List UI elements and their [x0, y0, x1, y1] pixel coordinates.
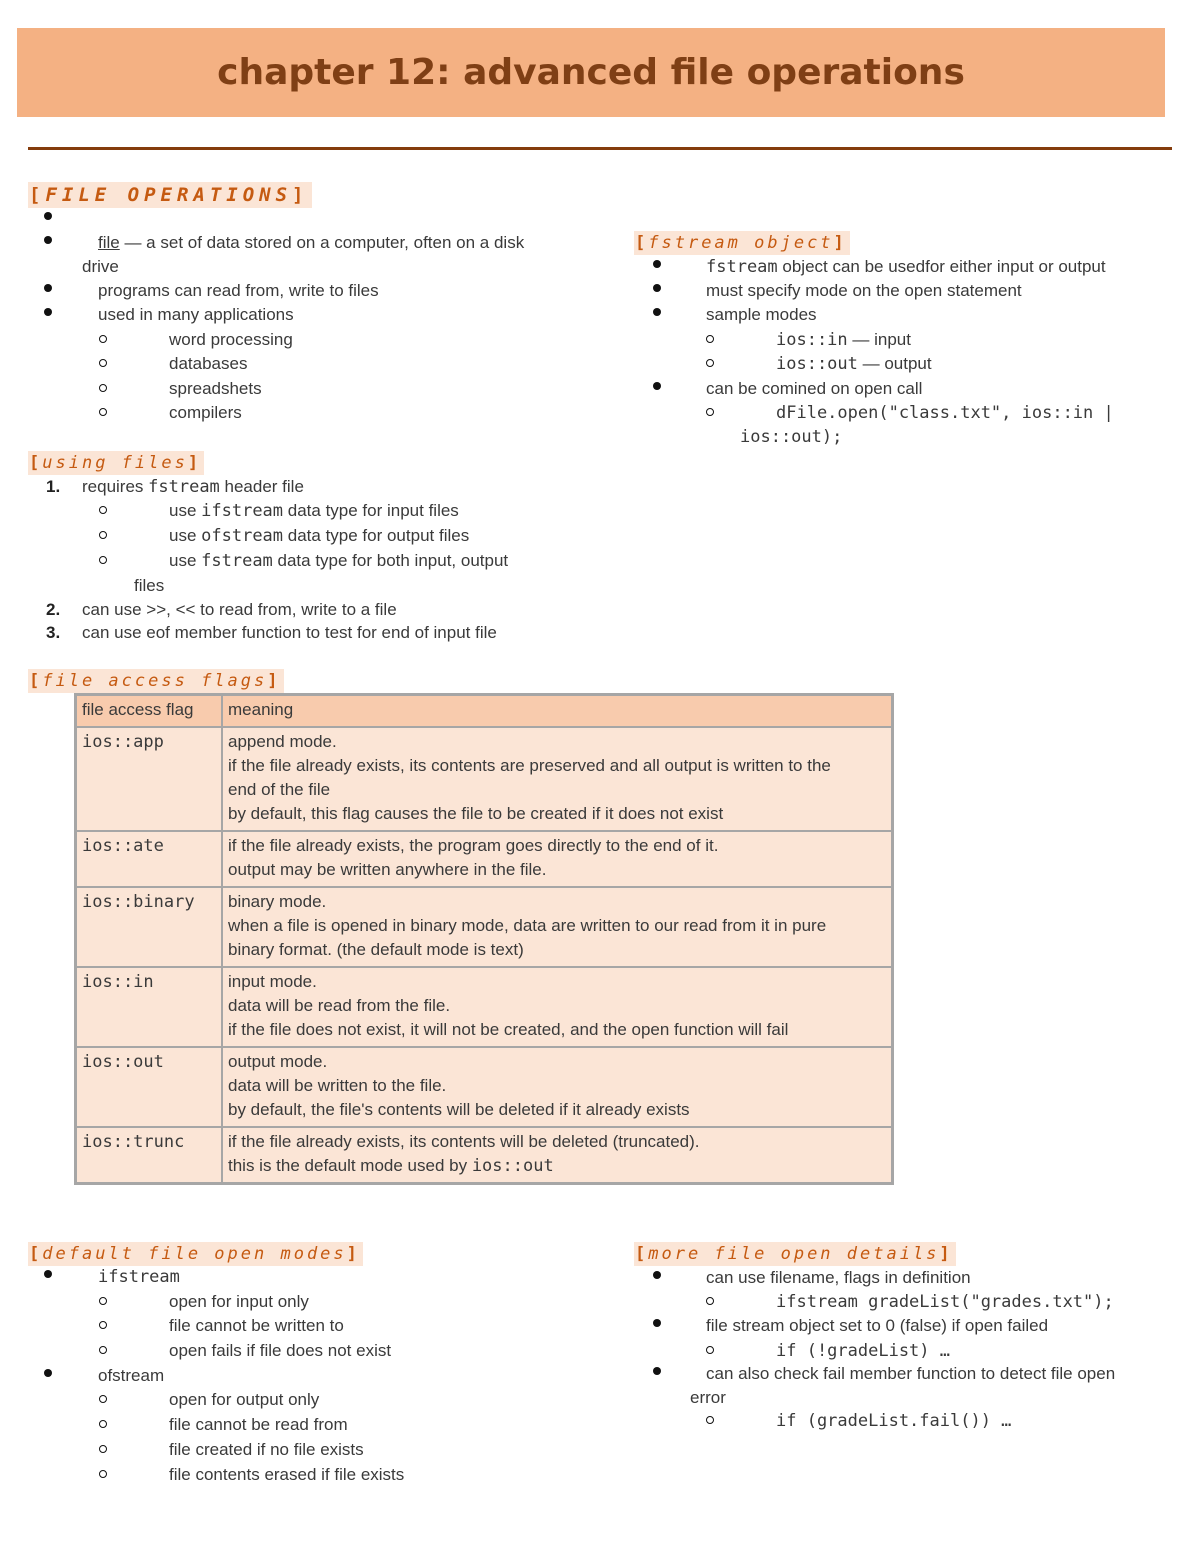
meaning-line: input mode.	[228, 972, 317, 991]
sub-bullet-icon	[99, 556, 107, 564]
sub-list-item: file contents erased if file exists	[169, 1465, 405, 1484]
table-row	[76, 887, 893, 967]
bullet-icon	[653, 260, 661, 268]
table-row	[76, 727, 893, 831]
list-item: can be comined on open call	[706, 379, 923, 398]
list-item-cont: error	[690, 1388, 726, 1407]
code-example: if (!gradeList) …	[776, 1341, 950, 1361]
meaning-line: data will be read from the file.	[228, 996, 451, 1015]
meaning-cell	[222, 831, 893, 887]
meaning-line: binary format. (the default mode is text)	[228, 940, 524, 959]
page-title: chapter 12: advanced file operations	[217, 52, 965, 93]
code-example-cont: ios::out);	[740, 427, 843, 447]
flag-cell: ios::binary	[76, 887, 223, 967]
flag-cell: ios::out	[76, 1047, 223, 1127]
column-header: meaning	[222, 695, 893, 728]
sub-bullet-icon	[99, 1346, 107, 1354]
sub-list-item: file cannot be read from	[169, 1415, 348, 1434]
sub-list-item	[169, 524, 469, 548]
item-text: use	[169, 551, 202, 570]
meaning-line: by default, the file's contents will be deleted if it already exists	[228, 1100, 690, 1119]
code-ios-out: ios::out	[776, 354, 858, 374]
section-heading-more-file-open-details: [more file open details]	[634, 1242, 956, 1266]
code-example: if (gradeList.fail()) …	[776, 1411, 1012, 1431]
sub-list-item: file cannot be written to	[169, 1316, 344, 1335]
file-definition	[98, 231, 524, 255]
section-heading-default-file-open-modes: [default file open modes]	[28, 1242, 363, 1266]
list-item: ofstream	[98, 1366, 165, 1385]
bullet-icon	[653, 382, 661, 390]
list-item: sample modes	[706, 305, 817, 324]
item-text: — input	[847, 330, 911, 349]
code-fstream: fstream	[706, 257, 778, 277]
bullet-icon	[653, 1367, 661, 1375]
item-text: use	[169, 501, 202, 520]
sub-bullet-icon	[99, 531, 107, 539]
sub-list-item: word processing	[169, 330, 293, 349]
meaning-line: by default, this flag causes the file to be created if it does not exist	[228, 804, 724, 823]
sub-bullet-icon	[706, 1416, 714, 1424]
meaning-line: if the file already exists, the program goes directly to the end of it.	[228, 836, 719, 855]
list-number: 1.	[46, 477, 61, 496]
list-item: programs can read from, write to files	[98, 281, 379, 300]
sub-bullet-icon	[706, 359, 714, 367]
sub-bullet-icon	[99, 506, 107, 514]
item-text: object can be usedfor either input or output	[777, 257, 1106, 276]
code-ios-out: ios::out	[471, 1156, 554, 1176]
list-item: file stream object set to 0 (false) if open failed	[706, 1316, 1049, 1335]
sub-bullet-icon	[99, 1470, 107, 1478]
sub-bullet-icon	[706, 408, 714, 416]
section-heading-using-files: [using files]	[28, 451, 204, 475]
sub-list-item: file created if no file exists	[169, 1440, 364, 1459]
list-item: can use filename, flags in definition	[706, 1268, 971, 1287]
sub-bullet-icon	[99, 335, 107, 343]
section-heading-fstream-object: [fstream object]	[634, 231, 850, 255]
sub-list-item: spreadshets	[169, 379, 262, 398]
meaning-text: this is the default mode used by	[228, 1156, 472, 1175]
meaning-line: end of the file	[228, 780, 331, 799]
sub-bullet-icon	[706, 1346, 714, 1354]
meaning-cell	[222, 1047, 893, 1127]
table-row	[76, 1127, 893, 1184]
list-item	[82, 475, 304, 499]
bullet-icon	[44, 1369, 52, 1377]
sub-list-item: databases	[169, 354, 248, 373]
meaning-line: if the file does not exist, it will not be created, and the open function will fail	[228, 1020, 789, 1039]
meaning-cell	[222, 1127, 893, 1184]
sub-bullet-icon	[706, 1297, 714, 1305]
section-heading-file-access-flags: [file access flags]	[28, 669, 284, 693]
meaning-line: if the file already exists, its contents will be deleted (truncated).	[228, 1132, 700, 1151]
sub-list-item	[169, 499, 459, 523]
flag-cell: ios::in	[76, 967, 223, 1047]
sub-list-item: compilers	[169, 403, 242, 422]
table-row	[76, 967, 893, 1047]
heading-text: using files	[42, 453, 188, 473]
file-access-flags-table	[74, 693, 894, 1185]
list-number: 3.	[46, 623, 61, 642]
list-item	[706, 255, 1106, 279]
list-number: 2.	[46, 600, 61, 619]
bullet-icon	[44, 284, 52, 292]
meaning-line: if the file already exists, its contents are preserved and all output is written to the	[228, 756, 831, 775]
table-header-row	[76, 695, 893, 728]
sub-bullet-icon	[99, 1420, 107, 1428]
table-row	[76, 831, 893, 887]
sub-bullet-icon	[99, 384, 107, 392]
item-text: data type for both input, output	[272, 551, 509, 570]
meaning-line: binary mode.	[228, 892, 327, 911]
sub-bullet-icon	[99, 408, 107, 416]
sub-bullet-icon	[99, 359, 107, 367]
sub-list-item-cont: files	[134, 576, 165, 595]
flag-cell: ios::trunc	[76, 1127, 223, 1184]
sub-bullet-icon	[99, 1321, 107, 1329]
item-text: header file	[219, 477, 304, 496]
heading-text: default file open modes	[42, 1244, 347, 1264]
meaning-line: when a file is opened in binary mode, data are written to our read from it in pure	[228, 916, 827, 935]
sub-bullet-icon	[99, 1395, 107, 1403]
code-fstream: fstream	[201, 551, 273, 571]
bullet-icon	[44, 1270, 52, 1278]
flag-cell: ios::ate	[76, 831, 223, 887]
title-divider	[28, 147, 1172, 150]
heading-text: more file open details	[648, 1244, 940, 1264]
sub-list-item: open for input only	[169, 1292, 309, 1311]
sub-list-item	[169, 549, 508, 573]
code-ifstream: ifstream	[201, 501, 284, 521]
sub-bullet-icon	[99, 1445, 107, 1453]
meaning-line: append mode.	[228, 732, 337, 751]
table-row	[76, 1047, 893, 1127]
sub-bullet-icon	[706, 335, 714, 343]
title-banner	[17, 28, 1165, 117]
definition-text: — a set of data stored on a computer, often on a disk	[119, 233, 525, 252]
code-fstream: fstream	[148, 477, 220, 497]
sub-list-item: open for output only	[169, 1390, 320, 1409]
bullet-icon	[44, 212, 52, 220]
item-text: — output	[857, 354, 932, 373]
sub-list-item: open fails if file does not exist	[169, 1341, 392, 1360]
sub-list-item	[776, 328, 911, 352]
code-example: ifstream gradeList("grades.txt");	[776, 1292, 1114, 1312]
list-item: ifstream	[98, 1267, 180, 1287]
bullet-icon	[653, 308, 661, 316]
meaning-line: data will be written to the file.	[228, 1076, 447, 1095]
list-item: can use >>, << to read from, write to a file	[82, 600, 397, 619]
item-text: requires	[82, 477, 149, 496]
bullet-icon	[653, 284, 661, 292]
heading-text: file access flags	[42, 671, 268, 691]
sub-list-item	[776, 352, 932, 376]
bullet-icon	[653, 1271, 661, 1279]
heading-text: FILE OPERATIONS	[45, 184, 293, 206]
meaning-line	[228, 1154, 886, 1178]
meaning-cell	[222, 727, 893, 831]
meaning-cell	[222, 967, 893, 1047]
code-ios-in: ios::in	[776, 330, 848, 350]
section-heading-file-operations: [FILE OPERATIONS]	[28, 182, 312, 208]
column-header: file access flag	[76, 695, 223, 728]
bullet-icon	[44, 308, 52, 316]
file-definition-cont: drive	[82, 257, 119, 276]
list-item: must specify mode on the open statement	[706, 281, 1022, 300]
heading-text: fstream object	[648, 233, 834, 253]
list-item: can also check fail member function to detect file open	[706, 1364, 1116, 1383]
list-item: used in many applications	[98, 305, 294, 324]
bullet-icon	[653, 1319, 661, 1327]
item-text: data type for output files	[283, 526, 470, 545]
code-ofstream: ofstream	[201, 526, 284, 546]
list-item: can use eof member function to test for end of input file	[82, 623, 497, 642]
flag-cell: ios::app	[76, 727, 223, 831]
sub-bullet-icon	[99, 1297, 107, 1305]
code-example: dFile.open("class.txt", ios::in |	[776, 403, 1114, 423]
meaning-line: output may be written anywhere in the file.	[228, 860, 547, 879]
term-file: file	[98, 233, 120, 252]
item-text: use	[169, 526, 202, 545]
bullet-icon	[44, 236, 52, 244]
item-text: data type for input files	[283, 501, 459, 520]
meaning-line: output mode.	[228, 1052, 328, 1071]
meaning-cell	[222, 887, 893, 967]
